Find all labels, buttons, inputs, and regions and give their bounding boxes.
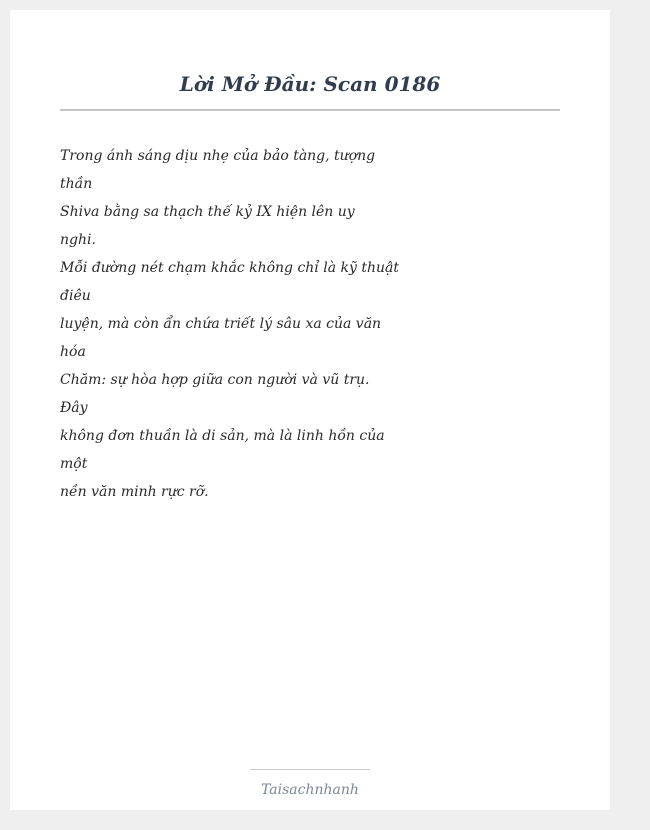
title-divider [60,109,560,111]
footer-source: Taisachnhanh [261,782,359,798]
body-text [60,142,400,506]
text-line: không đơn thuần là di sản, mà là linh hồn của [60,428,385,444]
text-line: Chăm: sự hòa hợp giữa con người và vũ trụ. [60,372,370,388]
document-page [10,10,610,810]
text-line: thần [60,176,93,192]
footer-divider [250,769,370,770]
text-line: Đây [60,400,88,416]
page-title: Lời Mở Đầu: Scan 0186 [179,72,441,96]
text-line: điêu [60,288,91,304]
text-line: một [60,456,88,472]
text-line: nghi. [60,232,96,248]
text-line: luyện, mà còn ẩn chứa triết lý sâu xa của văn [60,316,382,332]
text-line: Shiva bằng sa thạch thế kỷ IX hiện lên uy [60,204,355,220]
text-line: Trong ánh sáng dịu nhẹ của bảo tàng, tượng [60,148,376,164]
text-line: hóa [60,344,86,360]
text-line: Mỗi đường nét chạm khắc không chỉ là kỹ thuật [60,260,400,276]
text-line: nền văn minh rực rỡ. [60,484,209,500]
